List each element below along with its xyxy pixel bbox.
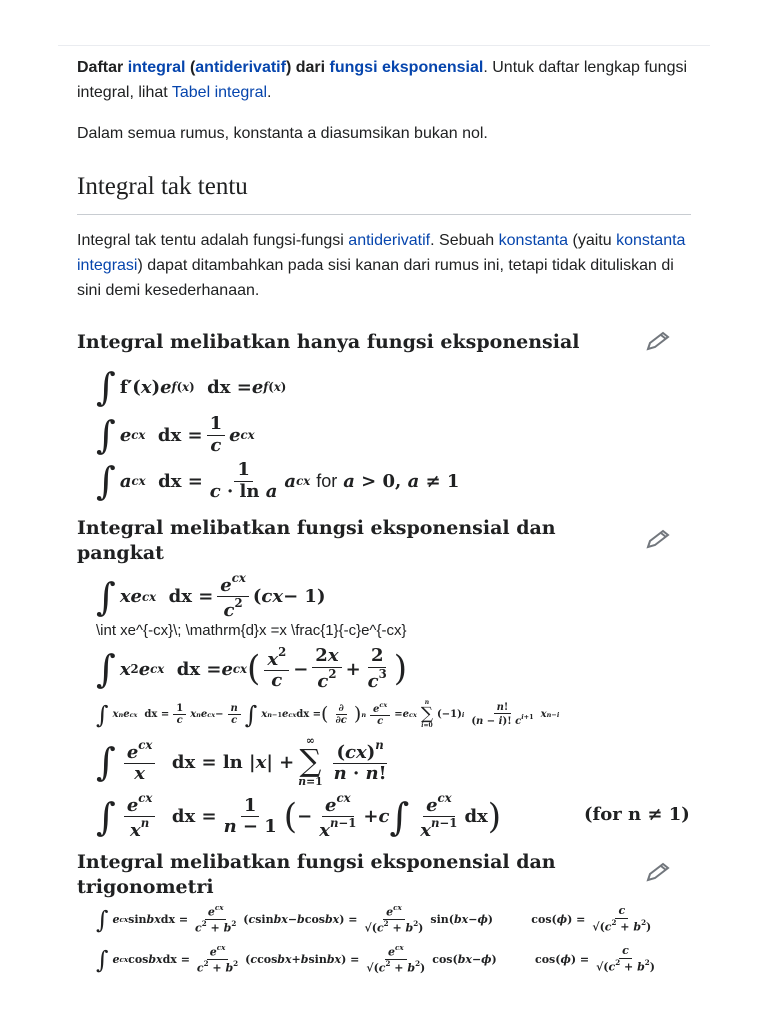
link-antiderivatif[interactable]: antiderivatif <box>195 59 286 76</box>
subsection-title-1: Integral melibatkan hanya fungsi eksponensial <box>77 331 580 353</box>
formula-8: ∫ $\frac{e^{cx}}{x^n}$ dx = $\frac{1}{n - 1}$ ( − $\frac{e^{cx}}{x^{n-1}}$ + c ∫ $\frac{e^{cx}}{x^{n-1}}$ dx ) <box>96 791 502 842</box>
subsection-title-2: Integral melibatkan fungsi eksponensial dan pangkat <box>77 517 556 564</box>
subsection-title-3: Integral melibatkan fungsi eksponensial dan trigonometri <box>77 851 556 898</box>
formula-5: ∫ x 2 e cx dx = e cx ( $\frac{x^2}{c}$ − $\frac{2x}{c^2}$ + $\frac{2}{c^3}$ ) <box>96 645 408 692</box>
intro-rest: . Untuk daftar lengkap fungsi integral, lihat <box>77 59 688 101</box>
top-divider <box>58 45 710 46</box>
pencil-icon[interactable] <box>645 861 671 883</box>
raw-tex-formula: \int xe^{-cx}\; \mathrm{d}x =x \frac{1}{-c}e^{-cx} <box>96 622 407 639</box>
for-word: for <box>316 470 338 491</box>
intro-dari: dari <box>295 59 326 76</box>
formula-9: ∫ e cx sin bx dx = $\frac{e^{cx}}{c^2 + b^2}$ ( c sin bx − b cos bx ) = $\frac{e^{cx}}{√(c^2 + b^2)}$ sin( bx − ϕ ) cos( ϕ ) = $\frac{c}{√(c^2 + b^2)}$ <box>96 903 652 935</box>
pencil-icon[interactable] <box>645 528 671 550</box>
link-tabel-integral[interactable]: Tabel integral <box>171 84 268 101</box>
formula-2: ∫ e cx dx = $\frac{1}{c}$ e cx <box>96 413 255 458</box>
formula-1: ∫ f′( x ) e f(x) dx = e f(x) <box>96 365 287 409</box>
formula-3: ∫ a cx dx = $\frac{1}{\text{c · ln a}}$ a cx for a > 0, a ≠ 1 <box>96 459 460 504</box>
intro-constant-note: Dalam semua rumus, konstanta a diasumsikan bukan nol. <box>77 125 488 142</box>
intro-daftar: Daftar <box>77 59 124 76</box>
formula-6: ∫ x n e cx dx = $\frac{1}{c}$ x n e cx − $\frac{n}{c}$ ∫ x n−1 e cx dx = ( $\frac{\partial}{\partial c}$ ) n $\frac{e^{cx}}{c}$ = e cx n ∑ i=0 (−1) i $\frac{n!}{(n - i)! c^{i+1}}$ x n−i <box>96 699 560 729</box>
pencil-icon[interactable] <box>645 330 671 352</box>
section-paragraph: Integral tak tentu adalah fungsi-fungsi antiderivatif. Sebuah konstanta (yaitu konstanta integrasi) dapat ditambahkan pada sisi kanan dari rumus ini, tetapi tidak dituliskan di sini demi kesederhanaan. <box>77 232 686 299</box>
formula-10: ∫ e cx cos bx dx = $\frac{e^{cx}}{c^2 + b^2}$ ( c cos bx + b sin bx ) = $\frac{e^{cx}}{√(c^2 + b^2)}$ cos( bx − ϕ ) cos( ϕ ) = $\frac{c}{√(c^2 + b^2)}$ <box>96 943 655 975</box>
link-konstanta[interactable]: konstanta <box>498 232 569 249</box>
link-konstanta-integrasi[interactable]: konstanta integrasi <box>77 232 686 274</box>
section-divider <box>77 214 691 215</box>
for-n-label: (for n ≠ 1) <box>584 804 690 825</box>
section-title: Integral tak tentu <box>77 173 248 200</box>
link-antiderivatif-2[interactable]: antiderivatif <box>348 232 431 249</box>
formula-4: ∫ xe cx dx = $\frac{e^{cx}}{c^2}$ ( cx − 1) <box>96 571 326 622</box>
link-integral[interactable]: integral <box>127 59 186 76</box>
formula-7: ∫ $\frac{e^{cx}}{x}$ dx = ln | x | + ∞ ∑ n=1 $\frac{(cx)^n}{n \cdot n!}$ <box>96 734 387 789</box>
intro-paragraph: Daftar integral (antiderivatif) dari fungsi eksponensial. Untuk daftar lengkap fungsi integral, lihat Tabel integral. <box>77 59 688 101</box>
link-fungsi-eksponensial[interactable]: fungsi eksponensial <box>329 59 484 76</box>
